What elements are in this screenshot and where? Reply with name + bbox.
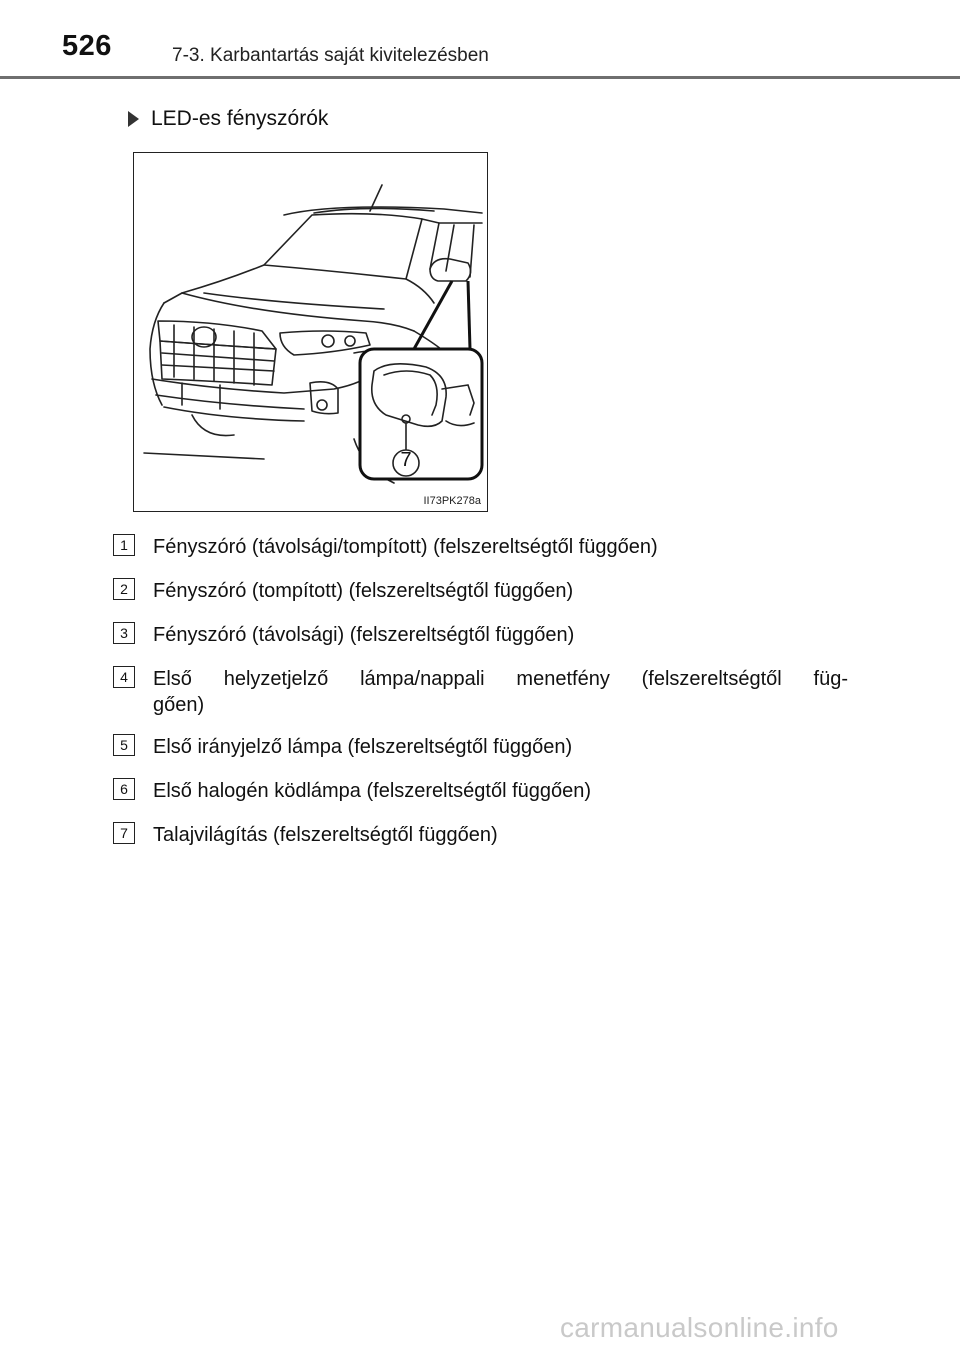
header-divider (0, 76, 960, 79)
page-number: 526 (62, 30, 112, 62)
legend-item-4 (113, 662, 848, 720)
vehicle-illustration (133, 152, 488, 512)
legend-item-5 (113, 730, 848, 764)
legend-text: Fényszóró (tompított) (felszereltségtől függően) (153, 580, 574, 602)
section-heading-text: LED-es fényszórók (151, 107, 329, 130)
legend-text: Első halogén ködlámpa (felszereltségtől függően) (153, 780, 592, 802)
legend-number-badge: 2 (113, 578, 135, 600)
legend-item-3 (113, 618, 848, 652)
legend-text: Fényszóró (távolsági/tompított) (felszereltségtől függően) (153, 536, 658, 558)
legend-text: Fényszóró (távolsági) (felszereltségtől függően) (153, 624, 575, 646)
page-header (0, 0, 960, 80)
section-heading (128, 107, 328, 131)
legend-number-badge: 1 (113, 534, 135, 556)
legend-number-badge: 4 (113, 666, 135, 688)
legend-item-1 (113, 530, 848, 564)
legend-item-2 (113, 574, 848, 608)
legend-text-continuation: gően) (153, 694, 205, 716)
legend-item-6 (113, 774, 848, 808)
triangle-bullet-icon (128, 111, 139, 127)
figure-code: II73PK278a (423, 495, 481, 507)
legend-number-badge: 3 (113, 622, 135, 644)
legend-number-badge: 5 (113, 734, 135, 756)
legend-number-badge: 6 (113, 778, 135, 800)
legend-text: Első irányjelző lámpa (felszereltségtől függően) (153, 736, 573, 758)
vehicle-line-drawing (134, 153, 487, 511)
chapter-title: 7-3. Karbantartás saját kivitelezésben (172, 45, 489, 66)
legend-number-badge: 7 (113, 822, 135, 844)
watermark: carmanualsonline.info (560, 1312, 839, 1343)
legend-list (113, 530, 848, 862)
figure-callout-7: 7 (400, 449, 412, 471)
legend-text: Első helyzetjelző lámpa/nappali menetfény (felszereltségtől füg- (153, 668, 848, 690)
legend-text: Talajvilágítás (felszereltségtől függően) (153, 824, 498, 846)
legend-item-7 (113, 818, 848, 852)
